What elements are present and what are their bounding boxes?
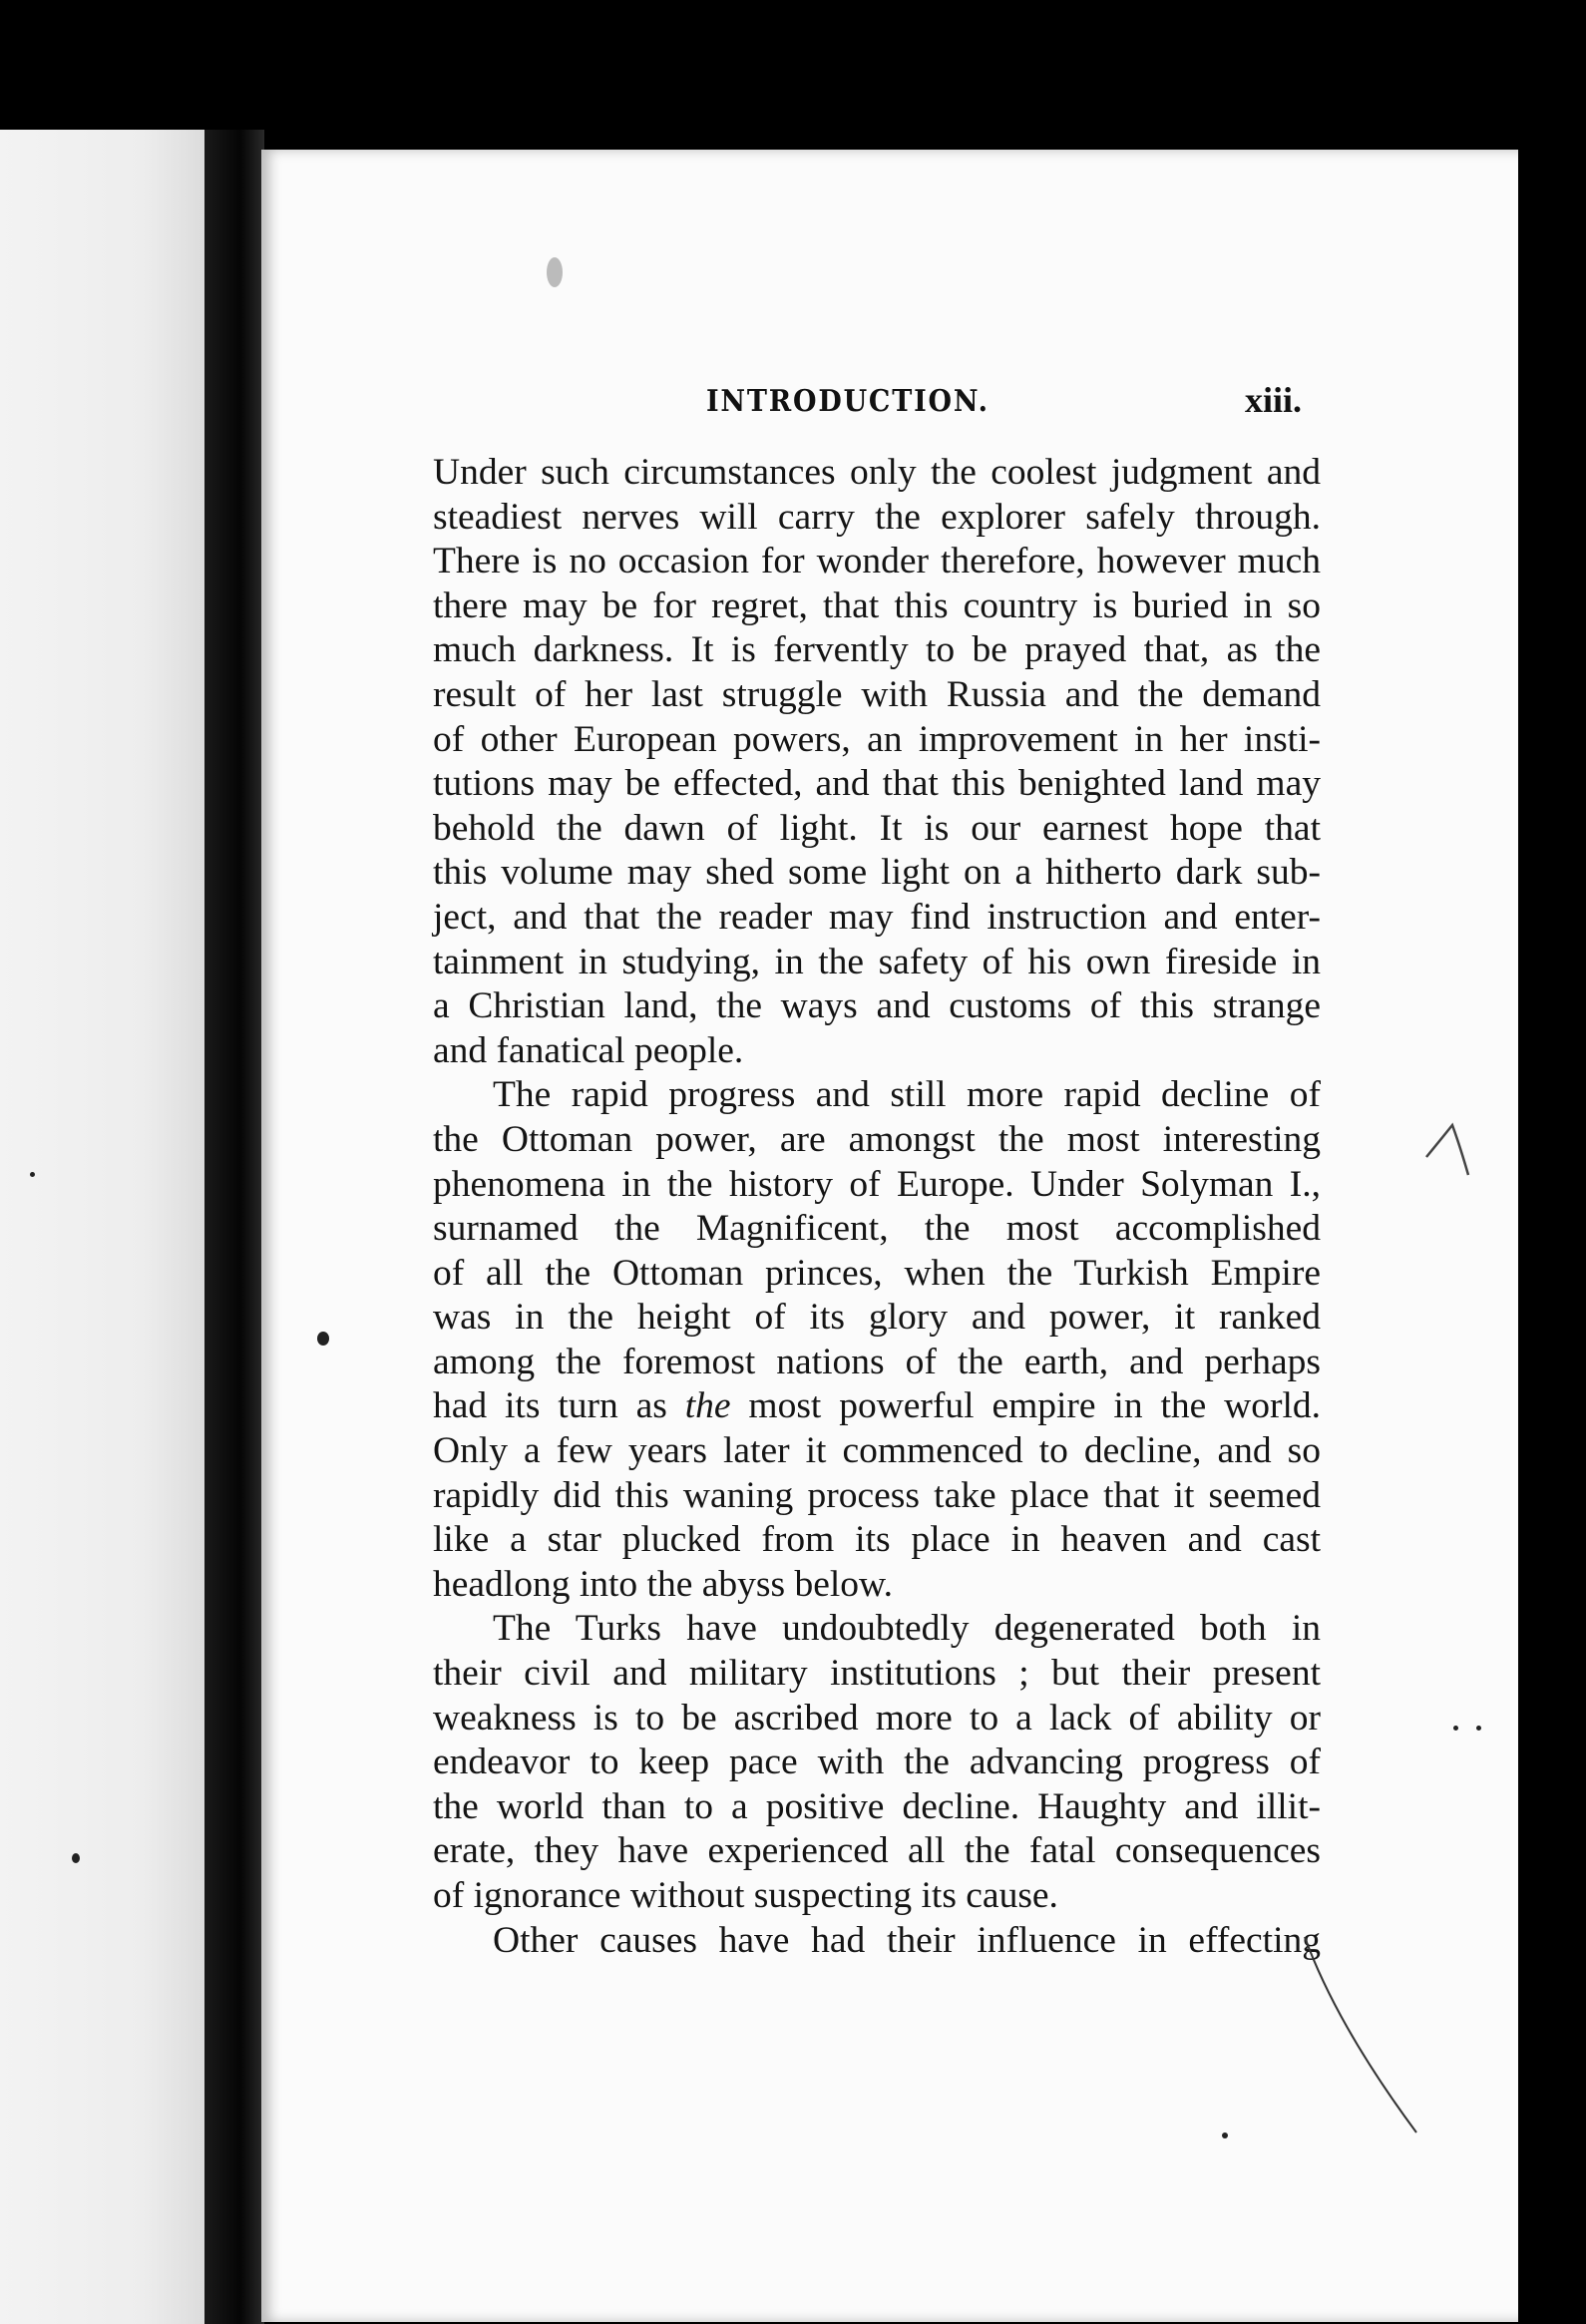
text-line: ject, and that the reader may find instruction and enter-	[433, 896, 1321, 938]
scan-speck	[547, 257, 563, 287]
text-line: erate, they have experienced all the fatal consequences	[433, 1830, 1321, 1872]
scan-speck	[317, 1332, 329, 1346]
scan-speck	[1453, 1726, 1458, 1731]
text-line: Other causes have had their influence in effecting	[493, 1919, 1321, 1961]
italic-word: the	[684, 1385, 731, 1427]
text-line: like a star plucked from its place in heaven and cast	[433, 1519, 1321, 1561]
text-line: was in the height of its glory and power, it ranked	[433, 1297, 1321, 1339]
text-line: Only a few years later it commenced to decline, and so	[433, 1430, 1321, 1472]
book-gutter	[204, 130, 264, 2324]
text-line: endeavor to keep pace with the advancing progress of	[433, 1742, 1321, 1783]
scan-speck	[1222, 2132, 1228, 2138]
text-line: much darkness. It is fervently to be prayed that, as the	[433, 629, 1321, 671]
text-line: The Turks have undoubtedly degenerated both in	[493, 1608, 1321, 1650]
page-edge-shadow	[1518, 150, 1586, 2322]
left-page-edge	[0, 130, 204, 2324]
pencil-stroke	[1297, 1935, 1426, 2134]
text-line: of other European powers, an improvement in her insti-	[433, 718, 1321, 760]
scan-speck	[30, 1172, 35, 1177]
text-line: headlong into the abyss below.	[433, 1563, 894, 1605]
margin-pencil-mark	[1424, 1117, 1484, 1187]
text-line: tutions may be effected, and that this benighted land may	[433, 763, 1321, 805]
running-head: INTRODUCTION.	[706, 384, 990, 419]
text-line: phenomena in the history of Europe. Under Solyman I.,	[433, 1163, 1321, 1205]
text-line: weakness is to be ascribed more to a lack of ability or	[433, 1697, 1321, 1739]
text-line: there may be for regret, that this country is buried in so	[433, 584, 1321, 626]
text-line: their civil and military institutions ; but their present	[433, 1653, 1321, 1695]
page-number: xiii.	[1245, 380, 1303, 420]
text-line: rapidly did this waning process take place that it seemed	[433, 1474, 1321, 1516]
text-line: of ignorance without suspecting its cause.	[433, 1875, 1058, 1916]
text-line: this volume may shed some light on a hitherto dark sub-	[433, 852, 1321, 894]
text-line: of all the Ottoman princes, when the Turkish Empire	[433, 1252, 1321, 1294]
text-line: tainment in studying, in the safety of his own fireside in	[433, 941, 1321, 982]
text-line: the Ottoman power, are amongst the most interesting	[433, 1118, 1321, 1160]
text-line: and fanatical people.	[433, 1029, 744, 1071]
text-line: result of her last struggle with Russia and the demand	[433, 673, 1321, 715]
text-line: behold the dawn of light. It is our earnest hope that	[433, 807, 1321, 849]
text-line: The rapid progress and still more rapid decline of	[493, 1074, 1321, 1116]
text-segment: had its turn as	[433, 1385, 667, 1427]
body-text	[433, 451, 1321, 1963]
text-line: steadiest nerves will carry the explorer safely through.	[433, 496, 1321, 538]
text-line: surnamed the Magnificent, the most accomplished	[433, 1208, 1321, 1250]
text-line-with-italic	[433, 1384, 1321, 1429]
text-line: the world than to a positive decline. Haughty and illit-	[433, 1785, 1321, 1827]
text-line: There is no occasion for wonder therefore, however much	[433, 541, 1321, 582]
scan-speck	[72, 1853, 80, 1863]
text-segment: most powerful empire in the world.	[748, 1385, 1322, 1427]
scan-speck	[1476, 1726, 1481, 1731]
text-line: a Christian land, the ways and customs of this strange	[433, 985, 1321, 1027]
text-line: Under such circumstances only the coolest judgment and	[433, 452, 1321, 493]
text-line: among the foremost nations of the earth, and perhaps	[433, 1341, 1321, 1382]
